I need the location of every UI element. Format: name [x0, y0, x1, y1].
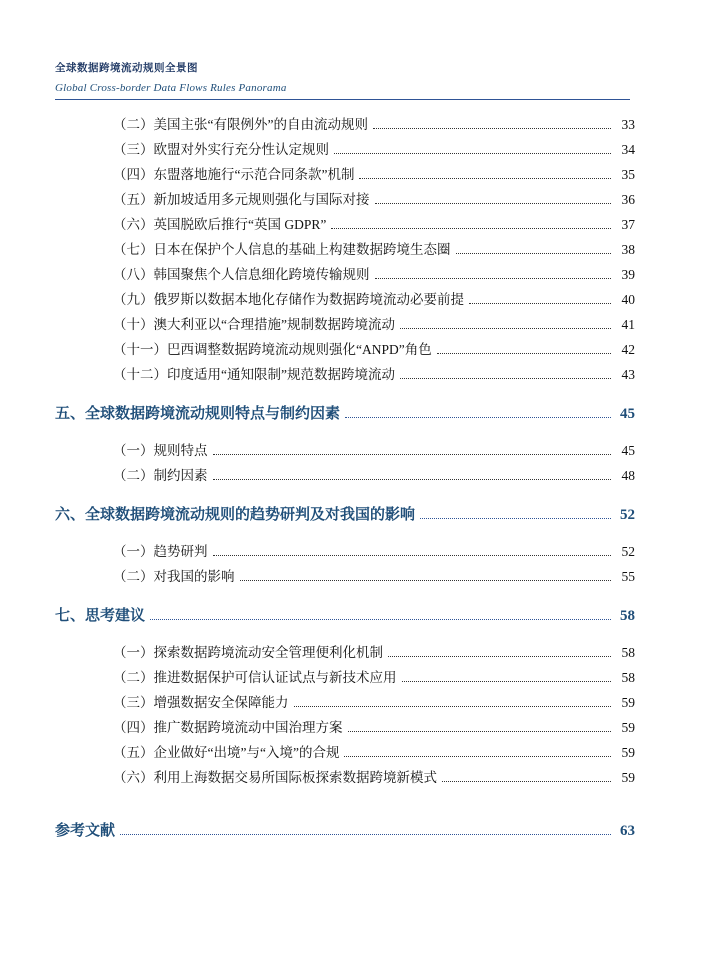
toc-leader-dots — [400, 327, 611, 329]
header-title-cn: 全球数据跨境流动规则全景图 — [55, 63, 198, 74]
toc-entry-row[interactable] — [55, 469, 635, 494]
toc-entry-label: （八）韩国聚焦个人信息细化跨境传输规则 — [113, 267, 370, 282]
toc-page-number: 39 — [621, 267, 635, 282]
toc-entry-label: 六、全球数据跨境流动规则的趋势研判及对我国的影响 — [55, 507, 416, 523]
toc-leader-dots — [469, 302, 611, 304]
toc-page-number: 48 — [621, 468, 635, 483]
toc-page-number: 45 — [620, 406, 635, 422]
toc-entry-label: （三）欧盟对外实行充分性认定规则 — [113, 142, 329, 157]
toc-page-number: 58 — [621, 670, 635, 685]
page-header — [55, 60, 655, 94]
toc-chapter-row[interactable] — [55, 407, 635, 440]
toc-leader-dots — [375, 202, 612, 204]
toc-page-number: 59 — [621, 770, 635, 785]
toc-entry-row[interactable] — [55, 646, 635, 671]
toc-entry-label: （三）增强数据安全保障能力 — [113, 695, 289, 710]
toc-leader-dots — [442, 780, 611, 782]
toc-leader-dots — [359, 177, 611, 179]
toc-page-number: 59 — [621, 695, 635, 710]
toc-entry-label: （二）美国主张“有限例外”的自由流动规则 — [113, 117, 368, 132]
toc-entry-label: （十）澳大利亚以“合理措施”规制数据跨境流动 — [113, 317, 395, 332]
toc-page-number: 45 — [621, 443, 635, 458]
toc-page-number: 33 — [621, 117, 635, 132]
toc-leader-dots — [213, 554, 612, 556]
toc-leader-dots — [373, 127, 611, 129]
toc-leader-dots — [344, 755, 611, 757]
toc-entry-label: （六）利用上海数据交易所国际板探索数据跨境新模式 — [113, 770, 437, 785]
toc-chapter-row[interactable] — [55, 609, 635, 642]
toc-page-number: 58 — [621, 645, 635, 660]
toc-entry-row[interactable] — [55, 293, 635, 318]
toc-entry-row[interactable] — [55, 318, 635, 343]
toc-page-number: 42 — [621, 342, 635, 357]
toc-entry-label: （九）俄罗斯以数据本地化存储作为数据跨境流动必要前提 — [113, 292, 464, 307]
toc-entry-row[interactable] — [55, 218, 635, 243]
toc-entry-label: （二）对我国的影响 — [113, 569, 235, 584]
toc-entry-label: （十二）印度适用“通知限制”规范数据跨境流动 — [113, 367, 395, 382]
toc-leader-dots — [402, 680, 612, 682]
toc-entry-label: 五、全球数据跨境流动规则特点与制约因素 — [55, 406, 341, 422]
toc-leader-dots — [120, 833, 611, 835]
toc-entry-label: （四）推广数据跨境流动中国治理方案 — [113, 720, 343, 735]
toc-page-number: 43 — [621, 367, 635, 382]
toc-entry-row[interactable] — [55, 118, 635, 143]
toc-entry-label: （一）规则特点 — [113, 443, 208, 458]
toc-page-number: 37 — [621, 217, 635, 232]
toc-page-number: 38 — [621, 242, 635, 257]
toc-entry-label: 参考文献 — [55, 823, 116, 839]
toc-page-number: 59 — [621, 745, 635, 760]
toc-entry-row[interactable] — [55, 268, 635, 293]
toc-leader-dots — [375, 277, 612, 279]
toc-entry-row[interactable] — [55, 570, 635, 595]
toc-page-number: 34 — [621, 142, 635, 157]
toc-page-number: 40 — [621, 292, 635, 307]
toc-entry-row[interactable] — [55, 746, 635, 771]
toc-page-number: 52 — [620, 507, 635, 523]
table-of-contents — [55, 118, 635, 861]
header-divider — [55, 99, 630, 100]
toc-entry-row[interactable] — [55, 721, 635, 746]
toc-page-number: 36 — [621, 192, 635, 207]
toc-leader-dots — [240, 579, 612, 581]
toc-leader-dots — [150, 618, 611, 620]
toc-leader-dots — [331, 227, 611, 229]
toc-leader-dots — [456, 252, 612, 254]
toc-entry-row[interactable] — [55, 168, 635, 193]
toc-leader-dots — [388, 655, 611, 657]
toc-page-number: 52 — [621, 544, 635, 559]
toc-leader-dots — [213, 478, 612, 480]
toc-entry-label: （五）新加坡适用多元规则强化与国际对接 — [113, 192, 370, 207]
toc-entry-row[interactable] — [55, 143, 635, 168]
toc-entry-label: 七、思考建议 — [55, 608, 146, 624]
toc-page-number: 63 — [620, 823, 635, 839]
toc-entry-row[interactable] — [55, 368, 635, 393]
toc-entry-row[interactable] — [55, 545, 635, 570]
toc-leader-dots — [420, 517, 611, 519]
toc-entry-row[interactable] — [55, 696, 635, 721]
toc-entry-row[interactable] — [55, 243, 635, 268]
toc-chapter-row[interactable] — [55, 824, 635, 857]
toc-entry-row[interactable] — [55, 193, 635, 218]
toc-leader-dots — [213, 453, 612, 455]
toc-leader-dots — [348, 730, 612, 732]
toc-page-number: 58 — [620, 608, 635, 624]
toc-entry-label: （一）趋势研判 — [113, 544, 208, 559]
toc-entry-row[interactable] — [55, 444, 635, 469]
toc-entry-row[interactable] — [55, 343, 635, 368]
toc-entry-label: （六）英国脱欧后推行“英国 GDPR” — [113, 217, 327, 232]
toc-entry-label: （十一）巴西调整数据跨境流动规则强化“ANPD”角色 — [113, 342, 432, 357]
toc-leader-dots — [400, 377, 611, 379]
toc-leader-dots — [437, 352, 611, 354]
toc-entry-label: （七）日本在保护个人信息的基础上构建数据跨境生态圈 — [113, 242, 451, 257]
toc-entry-row[interactable] — [55, 771, 635, 796]
toc-page-number: 59 — [621, 720, 635, 735]
header-title-en: Global Cross-border Data Flows Rules Panorama — [55, 82, 287, 94]
toc-leader-dots — [345, 416, 611, 418]
toc-page-number: 55 — [621, 569, 635, 584]
toc-leader-dots — [294, 705, 612, 707]
toc-entry-label: （一）探索数据跨境流动安全管理便利化机制 — [113, 645, 383, 660]
toc-entry-label: （二）制约因素 — [113, 468, 208, 483]
toc-leader-dots — [334, 152, 611, 154]
toc-entry-row[interactable] — [55, 671, 635, 696]
toc-page-number: 35 — [621, 167, 635, 182]
toc-chapter-row[interactable] — [55, 508, 635, 541]
toc-entry-label: （四）东盟落地施行“示范合同条款”机制 — [113, 167, 355, 182]
toc-entry-label: （二）推进数据保护可信认证试点与新技术应用 — [113, 670, 397, 685]
toc-page-number: 41 — [621, 317, 635, 332]
toc-entry-label: （五）企业做好“出境”与“入境”的合规 — [113, 745, 340, 760]
